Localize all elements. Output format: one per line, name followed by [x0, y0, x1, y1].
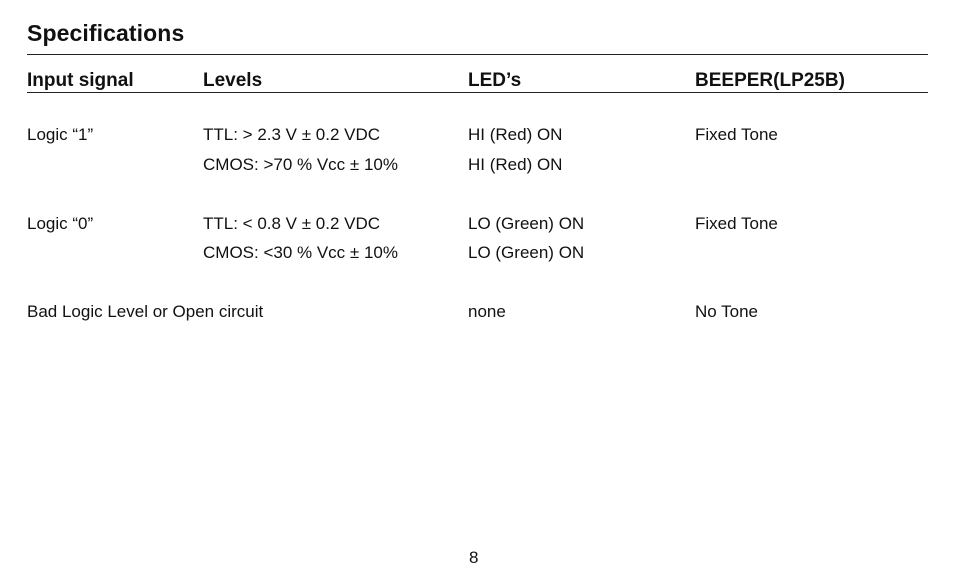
cell-input: Bad Logic Level or Open circuit [27, 302, 264, 321]
cell-level: CMOS: >70 % Vcc ± 10% [203, 155, 398, 174]
header-levels: Levels [203, 70, 263, 91]
cell-beeper: No Tone [695, 302, 759, 321]
cell-led: LO (Green) ON [468, 214, 585, 233]
cell-beeper: Fixed Tone [695, 214, 778, 233]
cell-level: TTL: < 0.8 V ± 0.2 VDC [203, 214, 381, 233]
header-divider [27, 92, 928, 93]
cell-level: CMOS: <30 % Vcc ± 10% [203, 243, 398, 262]
page-number: 8 [469, 548, 479, 567]
cell-led: none [468, 302, 506, 321]
cell-beeper: Fixed Tone [695, 125, 778, 144]
page-title: Specifications [27, 20, 185, 46]
cell-led: HI (Red) ON [468, 125, 563, 144]
cell-input: Logic “0” [27, 214, 94, 233]
cell-input: Logic “1” [27, 125, 94, 144]
header-leds: LED’s [468, 70, 522, 91]
cell-level: TTL: > 2.3 V ± 0.2 VDC [203, 125, 381, 144]
header-input-signal: Input signal [27, 70, 134, 91]
title-divider [27, 54, 928, 55]
cell-led: HI (Red) ON [468, 155, 563, 174]
cell-led: LO (Green) ON [468, 243, 585, 262]
header-beeper: BEEPER(LP25B) [695, 70, 845, 91]
